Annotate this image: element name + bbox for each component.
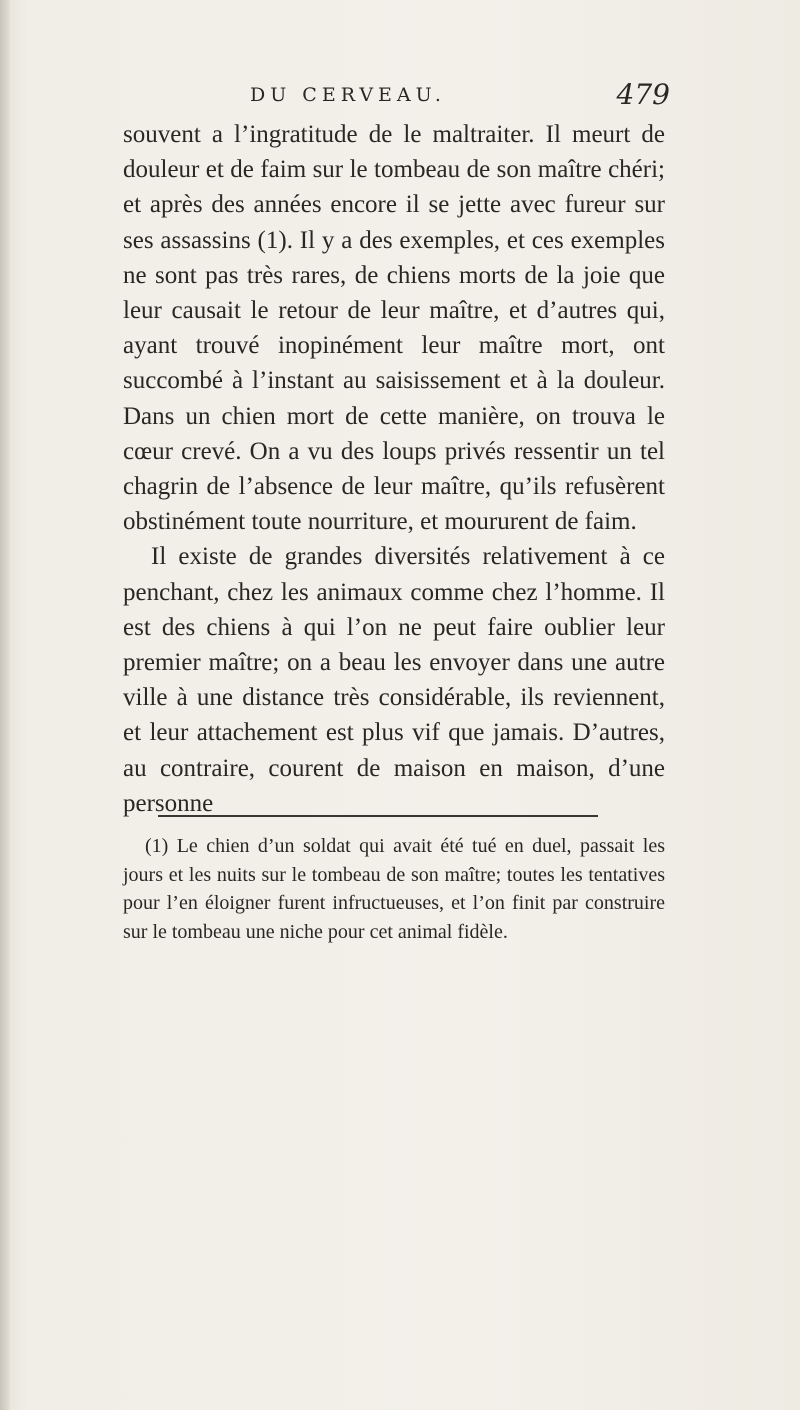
paragraph-2: Il existe de grandes diversités relativement à ce penchant, chez les animaux comme chez l’homme. Il est des chiens à qui l’on ne peut faire oublier leur premier maître; on a beau les envoyer dans une autre ville à une distance très considérable, ils reviennent, et leur attachement est plus vif que jamais. D’autres, au contraire, courent de maison en maison, d’une personne <box>123 543 665 817</box>
footnote-rule <box>158 815 598 817</box>
footnote: (1) Le chien d’un soldat qui avait été tué en duel, passait les jours et les nuits sur le tombeau de son maître; toutes les tentatives pour l’en éloigner furent infructueuses, et l’on finit par construire sur le tombeau une niche pour cet animal fidèle. <box>123 835 665 943</box>
body-text <box>123 117 665 821</box>
page-gutter <box>0 0 10 1410</box>
page-number: 479 <box>616 78 670 111</box>
running-head: DU CERVEAU. <box>250 84 446 106</box>
page-header <box>250 80 670 120</box>
paragraph-1: souvent a l’ingratitude de le maltraiter. Il meurt de douleur et de faim sur le tombeau de son maître chéri; et après des années encore il se jette avec fureur sur ses assassins (1). Il y a des exemples, et ces exemples ne sont pas très rares, de chiens morts de la joie que leur causait le retour de leur maître, et d’autres qui, ayant trouvé inopinément leur maître mort, ont succombé à l’instant au saisissement et à la douleur. Dans un chien mort de cette manière, on trouva le cœur crevé. On a vu des loups privés ressentir un tel chagrin de l’absence de leur maître, qu’ils refusèrent obstinément toute nourriture, et moururent de faim. <box>123 121 665 536</box>
